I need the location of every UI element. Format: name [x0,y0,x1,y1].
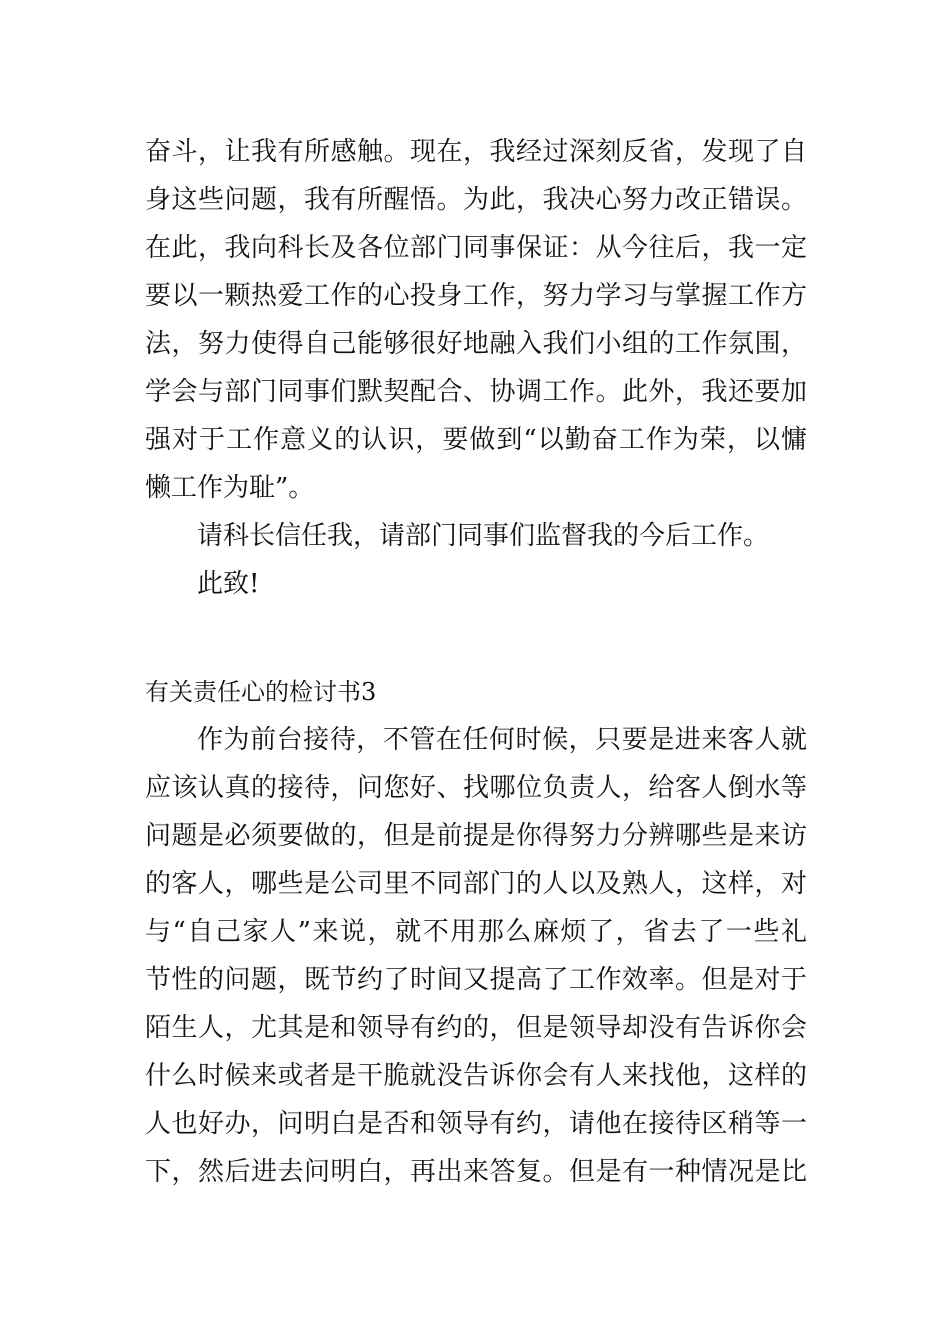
paragraph-commitment [145,128,807,512]
text-line: 学会与部门同事们默契配合、协调工作。此外，我还要加 [145,377,807,407]
section-heading: 有关责任心的检讨书3 [145,678,377,706]
paragraph-request: 请科长信任我，请部门同事们监督我的今后工作。 [197,521,770,551]
text-line: 在此，我向科长及各位部门同事保证：从今往后，我一定 [145,233,807,263]
text-line: 下，然后进去问明白，再出来答复。但是有一种情况是比 [145,1157,807,1187]
text-line: 陌生人，尤其是和领导有约的，但是领导却没有告诉你会 [145,1013,807,1043]
text-line: 作为前台接待，不管在任何时候，只要是进来客人就 [197,725,807,755]
document-page [145,128,807,1196]
text-line: 人也好办，问明白是否和领导有约，请他在接待区稍等一 [145,1109,807,1139]
closing-salutation: 此致! [197,569,260,599]
text-line: 强对于工作意义的认识，要做到“以勤奋工作为荣，以慵 [145,425,807,455]
text-line: 懒工作为耻”。 [145,473,315,503]
paragraph-reception [145,716,807,1196]
text-line: 节性的问题，既节约了时间又提高了工作效率。但是对于 [145,965,807,995]
text-line: 什么时候来或者是干脆就没告诉你会有人来找他，这样的 [145,1061,807,1091]
text-line: 与“自己家人”来说，就不用那么麻烦了，省去了一些礼 [145,917,807,947]
text-line: 的客人，哪些是公司里不同部门的人以及熟人，这样，对 [145,869,807,899]
section-gap [145,608,807,668]
text-line: 要以一颗热爱工作的心投身工作，努力学习与掌握工作方 [145,281,807,311]
text-line: 身这些问题，我有所醒悟。为此，我决心努力改正错误。 [145,185,807,215]
text-line: 法，努力使得自己能够很好地融入我们小组的工作氛围， [145,329,807,359]
text-line: 问题是必须要做的，但是前提是你得努力分辨哪些是来访 [145,821,807,851]
text-line: 应该认真的接待，问您好、找哪位负责人，给客人倒水等 [145,773,807,803]
text-line: 奋斗，让我有所感触。现在，我经过深刻反省，发现了自 [145,137,807,167]
